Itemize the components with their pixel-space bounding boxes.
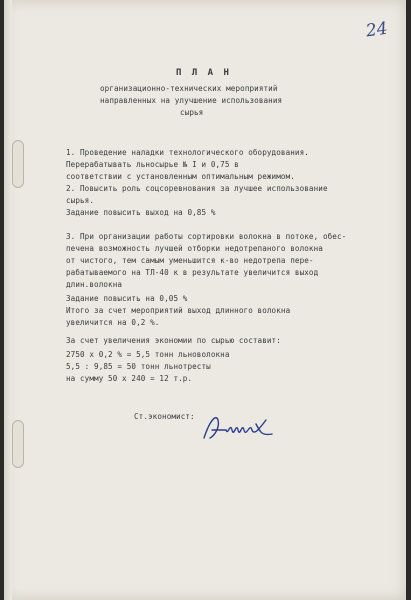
item-3-line-5: длин.волокна <box>66 280 123 289</box>
item-3-line-1: 3. При организации работы сортировки волокна в потоке, обес- <box>66 232 347 241</box>
page-number: 24 <box>364 18 389 42</box>
item-2-line-1: 2. Повысить роль соцсоревнования за лучшее использование <box>66 184 328 193</box>
item-2-line-2: сырья. <box>66 196 95 205</box>
plan-title: П Л А Н <box>176 68 232 78</box>
item-3-target: Задание повысить на 0,05 % <box>66 294 188 303</box>
subtitle-line-1: организационно-технических мероприятий <box>100 84 278 93</box>
economy-line-2: 2750 х 0,2 % = 5,5 тонн льноволокна <box>66 350 230 359</box>
document-page <box>4 0 406 600</box>
economist-label: Ст.экономист: <box>134 412 195 421</box>
item-2-target: Задание повысить выход на 0,85 % <box>66 208 216 217</box>
economy-line-3: 5,5 : 9,85 = 50 тонн льнотресты <box>66 362 211 371</box>
economy-line-4: на сумму 50 х 240 = 12 т.р. <box>66 374 193 383</box>
item-3-line-2: печена возможность лучшей отборки недотрепаного волокна <box>66 244 323 253</box>
economy-line-1: За счет увеличения экономии по сырью составит: <box>66 336 281 345</box>
item-3-line-3: от чистого, тем самым уменьшится к-во недотрепа пере- <box>66 256 314 265</box>
handwritten-signature <box>200 410 280 446</box>
item-3-line-4: рабатываемого на ТЛ-40 к в результате увеличится выход <box>66 268 319 277</box>
total-line-2: увеличится на 0,2 %. <box>66 318 160 327</box>
binding-edge <box>4 0 12 600</box>
punch-hole-bottom <box>12 420 24 468</box>
subtitle-line-2: направленных на улучшение использования <box>100 96 283 105</box>
total-line-1: Итого за счет мероприятий выход длинного волокна <box>66 306 291 315</box>
item-1-line-3: соответствии с установленным оптимальным режимом. <box>66 172 295 181</box>
punch-hole-top <box>12 140 24 188</box>
item-1-line-2: Перерабатывать льносырье № I и 0,75 в <box>66 160 239 169</box>
subtitle-line-3: сырья <box>180 108 204 117</box>
item-1-line-1: 1. Проведение наладки технологического оборудования. <box>66 148 309 157</box>
